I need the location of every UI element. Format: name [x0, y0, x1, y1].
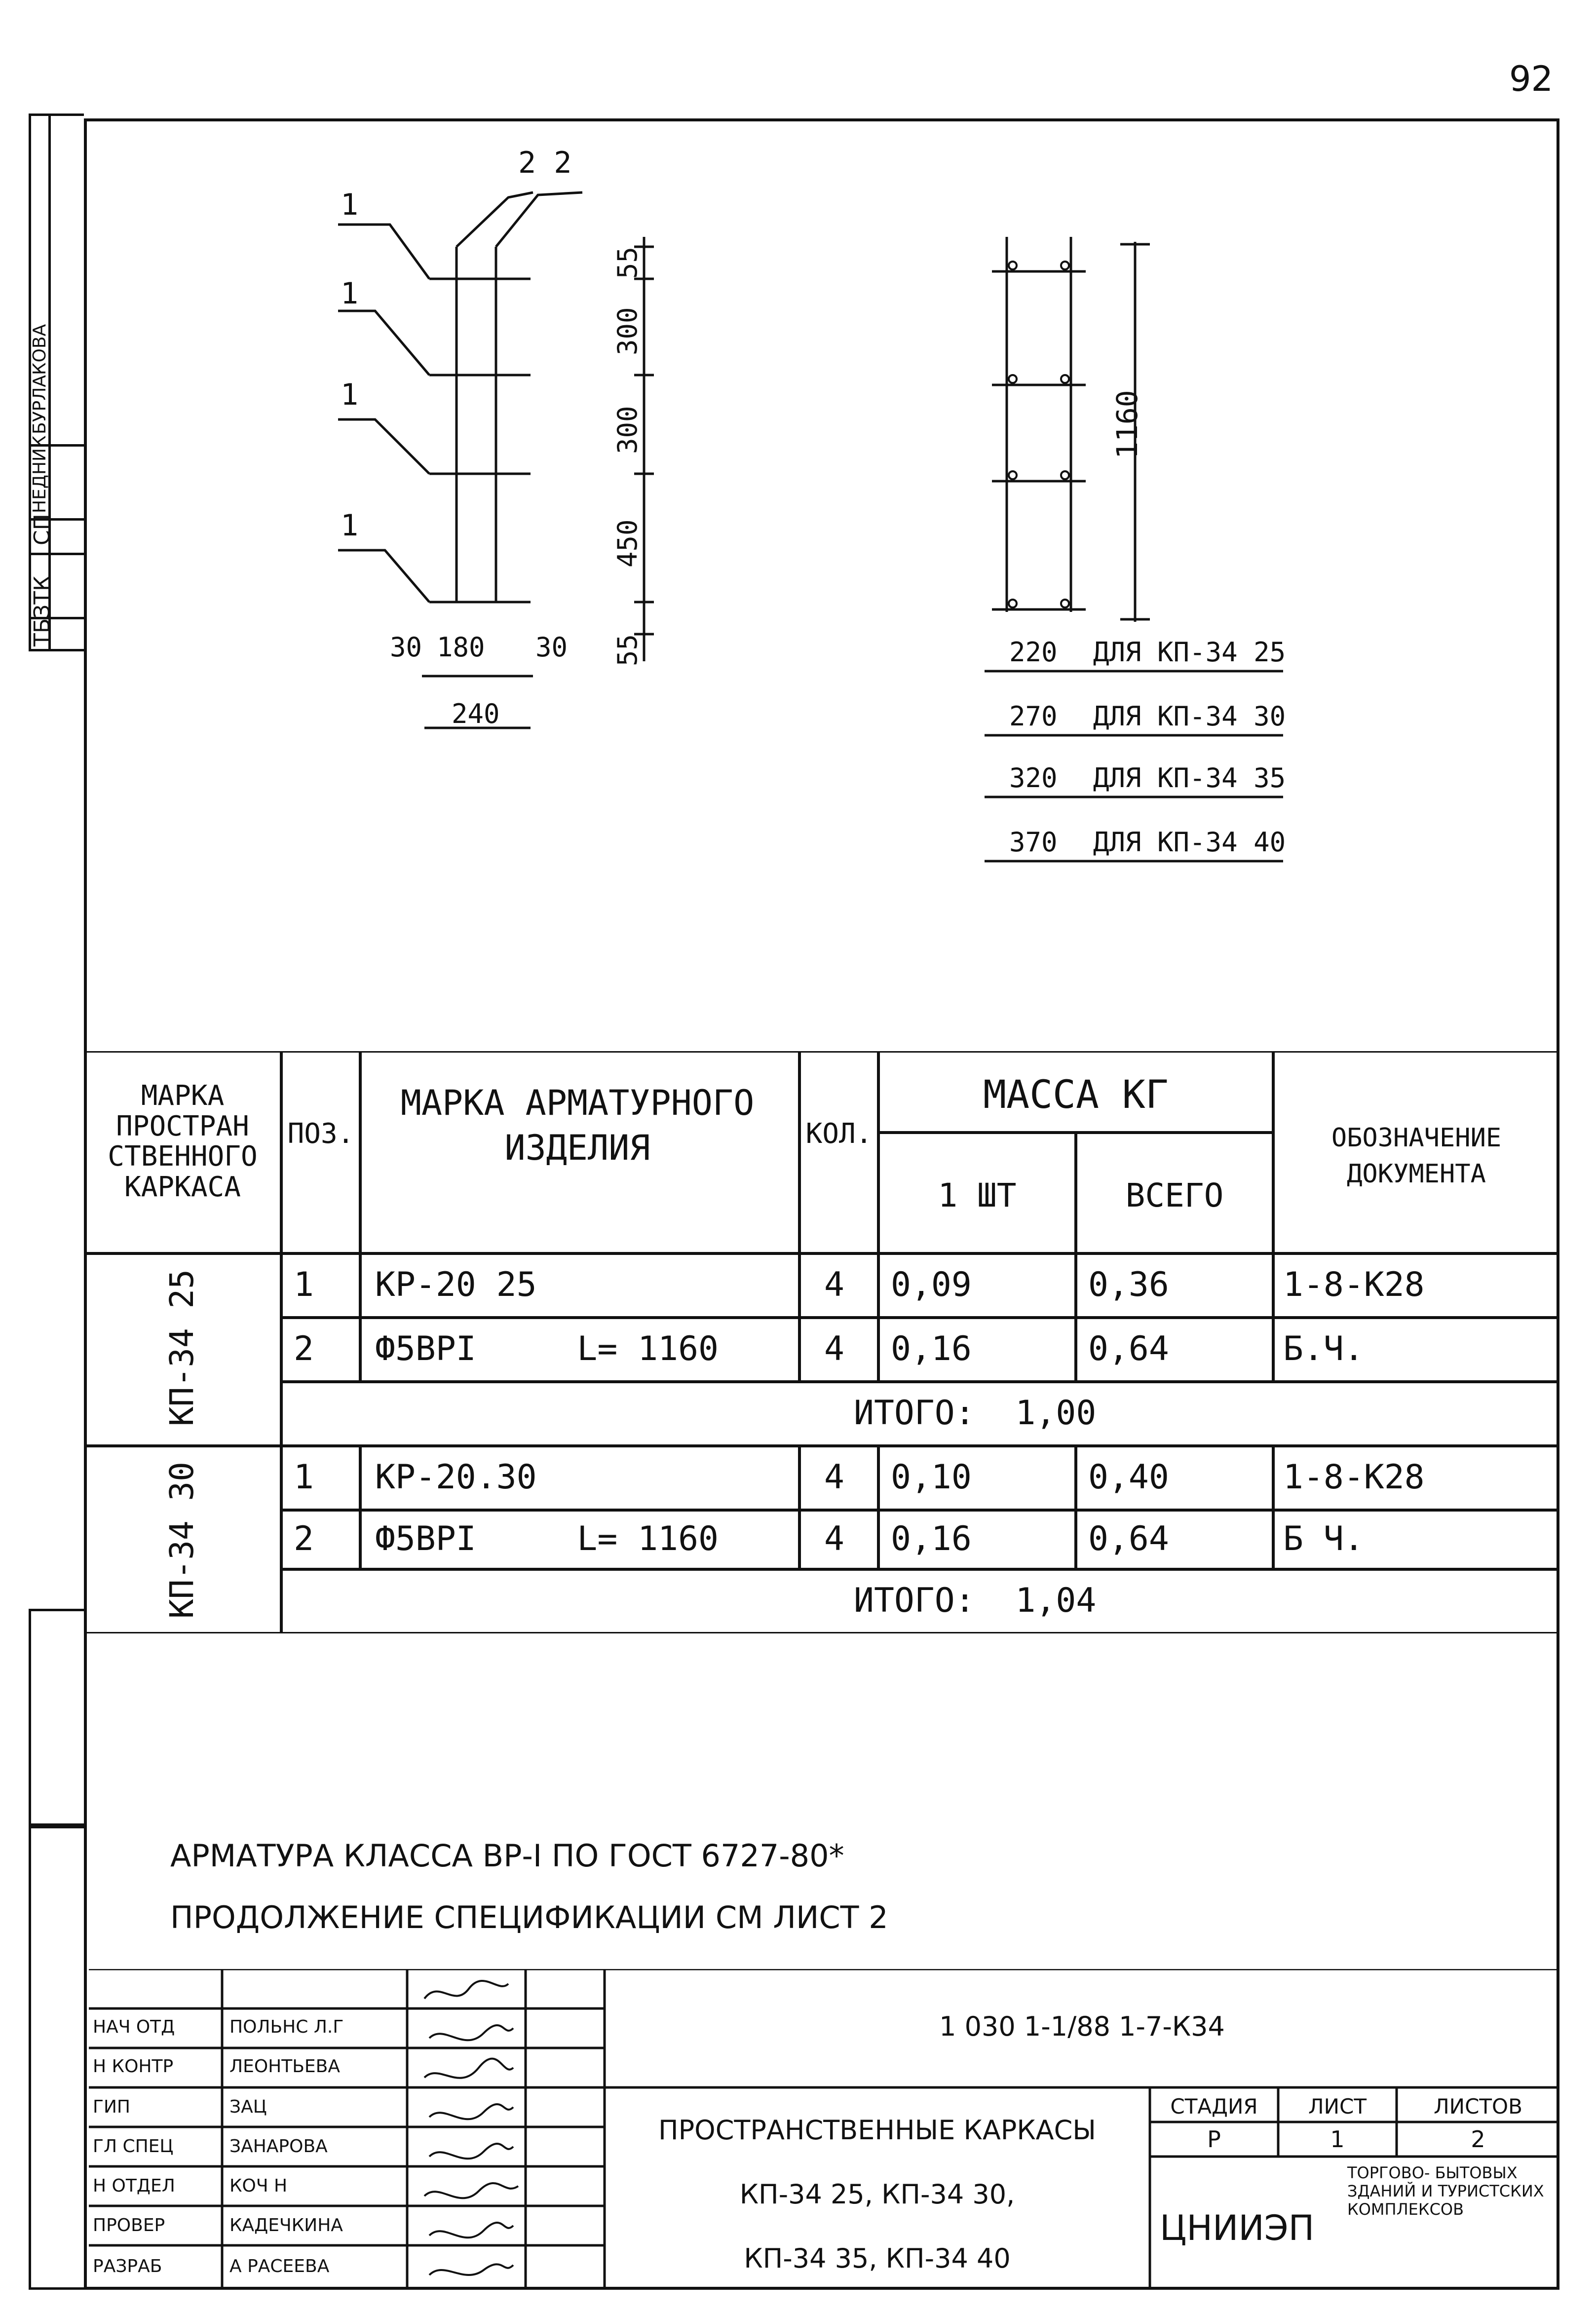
margin-box — [29, 1826, 84, 2290]
dim-label: 55 — [612, 634, 643, 666]
cell-qty: 4 — [824, 1265, 844, 1304]
title-block — [89, 1969, 1559, 2290]
header-qty: КОЛ. — [805, 1118, 873, 1150]
stamp-name: ПОЛЬНС Л.Г — [229, 2017, 344, 2037]
stamp-role: ПРОВЕР — [93, 2215, 165, 2235]
cell-mass-one: 0,09 — [891, 1265, 972, 1304]
strip-label: ТБЗТК — [30, 575, 55, 646]
cell-pos: 2 — [294, 1329, 314, 1368]
cell-doc: 1-8-К28 — [1283, 1265, 1425, 1304]
group-total: ИТОГО: 1,00 — [854, 1394, 1097, 1433]
cell-mass-one: 0,16 — [891, 1519, 972, 1558]
cell-mark: Ф5ВРI L= 1160 — [375, 1329, 719, 1368]
cell-pos: 2 — [294, 1519, 314, 1558]
stamp-name: А РАСЕЕВА — [229, 2256, 330, 2276]
variant-width: 220 — [1009, 637, 1058, 668]
cell-mark: КР-20.30 — [375, 1458, 537, 1497]
variant-label: ДЛЯ КП-34 30 — [1093, 701, 1286, 732]
cell-mass-one: 0,10 — [891, 1458, 972, 1497]
header-pos: ПОЗ. — [287, 1118, 354, 1150]
cell-mark: Ф5ВРI L= 1160 — [375, 1519, 719, 1558]
header-mass-one: 1 ШТ — [938, 1176, 1017, 1214]
cell-mass-one: 0,16 — [891, 1329, 972, 1368]
strip-label: СП — [30, 514, 55, 545]
stamp-role: Н ОТДЕЛ — [93, 2176, 175, 2196]
cell-doc: Б Ч. — [1283, 1519, 1364, 1558]
stamp-role: Н КОНТР — [93, 2056, 174, 2077]
position-label: 2 2 — [518, 146, 572, 180]
variant-width: 370 — [1009, 827, 1058, 858]
cell-qty: 4 — [824, 1519, 844, 1558]
sheet-label: ЛИСТ — [1308, 2094, 1367, 2119]
cell-pos: 1 — [294, 1458, 314, 1497]
title-line: КП-34 35, КП-34 40 — [744, 2243, 1011, 2274]
stamp-name: ЗАЦ — [229, 2097, 267, 2117]
stamp-name: КОЧ Н — [229, 2176, 288, 2196]
variant-width: 270 — [1009, 701, 1058, 732]
cell-qty: 4 — [824, 1458, 844, 1497]
header-doc: ОБОЗНАЧЕНИЕ ДОКУМЕНТА — [1331, 1123, 1502, 1189]
variant-label: ДЛЯ КП-34 40 — [1093, 827, 1286, 858]
strip-label: БУРЛАКОВА — [30, 324, 50, 434]
stamp-name: КАДЕЧКИНА — [229, 2215, 343, 2235]
dim-label: 240 — [452, 698, 500, 729]
page-number: 92 — [1509, 59, 1554, 99]
stage-value: Р — [1207, 2126, 1221, 2153]
stamp-role: РАЗРАБ — [93, 2256, 162, 2276]
variant-label: ДЛЯ КП-34 35 — [1093, 762, 1286, 794]
dim-label: 30 — [390, 632, 422, 663]
cell-qty: 4 — [824, 1329, 844, 1368]
frame-mark-cell: КП-34 25 — [163, 1269, 201, 1426]
dim-label: 450 — [612, 519, 643, 568]
sheet-value: 1 — [1330, 2126, 1345, 2153]
dim-label: 300 — [612, 406, 643, 454]
dim-label: 300 — [612, 307, 643, 355]
sheets-label: ЛИСТОВ — [1434, 2094, 1522, 2119]
signatures — [410, 1969, 526, 2290]
org-sub: ТОРГОВО- БЫТОВЫХ ЗДАНИЙ И ТУРИСТСКИХ КОМПЛЕКСОВ — [1347, 2163, 1544, 2219]
cell-mass-total: 0,64 — [1088, 1329, 1169, 1368]
header-mass: МАССА КГ — [983, 1073, 1169, 1117]
sheets-value: 2 — [1471, 2126, 1485, 2153]
spec-table — [84, 1051, 1559, 1633]
strip-label: НЕДНИК — [30, 435, 50, 513]
stamp-role: НАЧ ОТД — [93, 2017, 175, 2037]
stamp-name: ЗАНАРОВА — [229, 2136, 328, 2157]
stamp-role: ГЛ СПЕЦ — [93, 2136, 174, 2157]
doc-code: 1 030 1-1/88 1-7-К34 — [939, 2011, 1225, 2042]
group-total: ИТОГО: 1,04 — [854, 1581, 1097, 1620]
margin-box — [29, 1609, 84, 1826]
reinforcement-drawing — [0, 0, 1596, 1036]
header-frame-mark: МАРКА ПРОСТРАН СТВЕННОГО КАРКАСА — [108, 1080, 258, 1203]
stamp-role: ГИП — [93, 2097, 130, 2117]
cell-doc: Б.Ч. — [1283, 1329, 1364, 1368]
position-label: 1 — [341, 188, 359, 222]
dim-label: 180 — [437, 632, 485, 663]
cell-mass-total: 0,36 — [1088, 1265, 1169, 1304]
dim-label: 1160 — [1110, 390, 1144, 459]
org-name: ЦНИИЭП — [1160, 2208, 1315, 2248]
header-mass-total: ВСЕГО — [1125, 1176, 1224, 1214]
note-line: АРМАТУРА КЛАССА ВР-I ПО ГОСТ 6727-80* — [170, 1838, 844, 1874]
cell-mass-total: 0,40 — [1088, 1458, 1169, 1497]
note-line: ПРОДОЛЖЕНИЕ СПЕЦИФИКАЦИИ СМ ЛИСТ 2 — [170, 1899, 888, 1935]
title-line: ПРОСТРАНСТВЕННЫЕ КАРКАСЫ — [658, 2115, 1096, 2146]
dim-label: 55 — [612, 246, 643, 279]
position-label: 1 — [341, 276, 359, 311]
position-label: 1 — [341, 378, 359, 412]
position-label: 1 — [341, 508, 359, 543]
dim-label: 30 — [535, 632, 568, 663]
variant-label: ДЛЯ КП-34 25 — [1093, 637, 1286, 668]
cell-doc: 1-8-К28 — [1283, 1458, 1425, 1497]
variant-width: 320 — [1009, 762, 1058, 794]
stamp-name: ЛЕОНТЬЕВА — [229, 2056, 340, 2077]
header-item-mark: МАРКА АРМАТУРНОГО ИЗДЕЛИЯ — [400, 1083, 755, 1168]
cell-mark: КР-20 25 — [375, 1265, 537, 1304]
frame-mark-cell: КП-34 30 — [163, 1462, 201, 1619]
cell-mass-total: 0,64 — [1088, 1519, 1169, 1558]
stage-label: СТАДИЯ — [1170, 2094, 1258, 2119]
cell-pos: 1 — [294, 1265, 314, 1304]
title-line: КП-34 25, КП-34 30, — [739, 2179, 1015, 2210]
